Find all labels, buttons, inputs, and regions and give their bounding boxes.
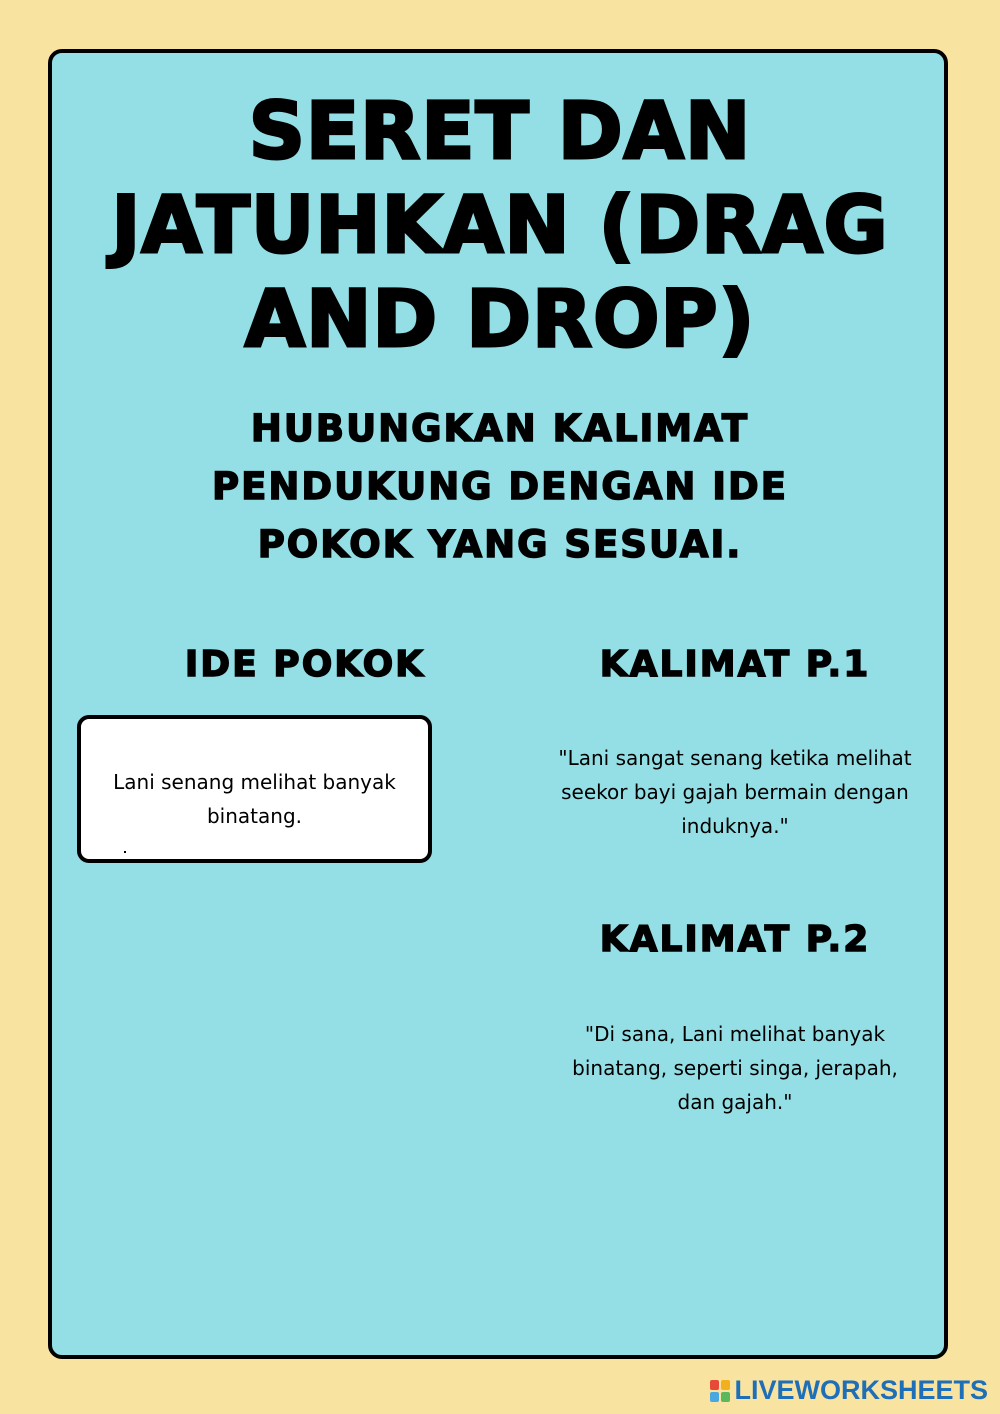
- drop-marker: [124, 851, 126, 853]
- liveworksheets-logo-icon: [710, 1380, 730, 1402]
- instruction-line: HUBUNGKAN KALIMAT: [250, 407, 750, 450]
- title-line: JATUHKAN (DRAG: [111, 181, 889, 271]
- supporting-sentence-2-heading: KALIMAT P.2: [599, 919, 871, 960]
- supporting-sentence-1-heading: KALIMAT P.1: [599, 644, 871, 685]
- instruction-line: PENDUKUNG DENGAN IDE: [212, 465, 788, 508]
- supporting-sentence-2[interactable]: "Di sana, Lani melihat banyak binatang, seperti singa, jerapah, dan gajah.": [572, 1022, 898, 1114]
- title-line: AND DROP): [244, 275, 756, 365]
- instruction-text: [0, 400, 1000, 574]
- liveworksheets-brand-text: LIVEWORKSHEETS: [734, 1375, 988, 1405]
- worksheet-title: [0, 85, 1000, 367]
- supporting-sentence-1[interactable]: "Lani sangat senang ketika melihat seekor bayi gajah bermain dengan induknya.": [558, 746, 912, 838]
- instruction-line: POKOK YANG SESUAI.: [257, 523, 743, 566]
- liveworksheets-logo: [710, 1375, 988, 1406]
- main-idea-drop-zone[interactable]: [77, 715, 432, 863]
- title-line: SERET DAN: [248, 87, 752, 177]
- main-idea-answer[interactable]: Lani senang melihat banyak binatang.: [113, 770, 396, 828]
- main-idea-heading: IDE POKOK: [184, 644, 426, 685]
